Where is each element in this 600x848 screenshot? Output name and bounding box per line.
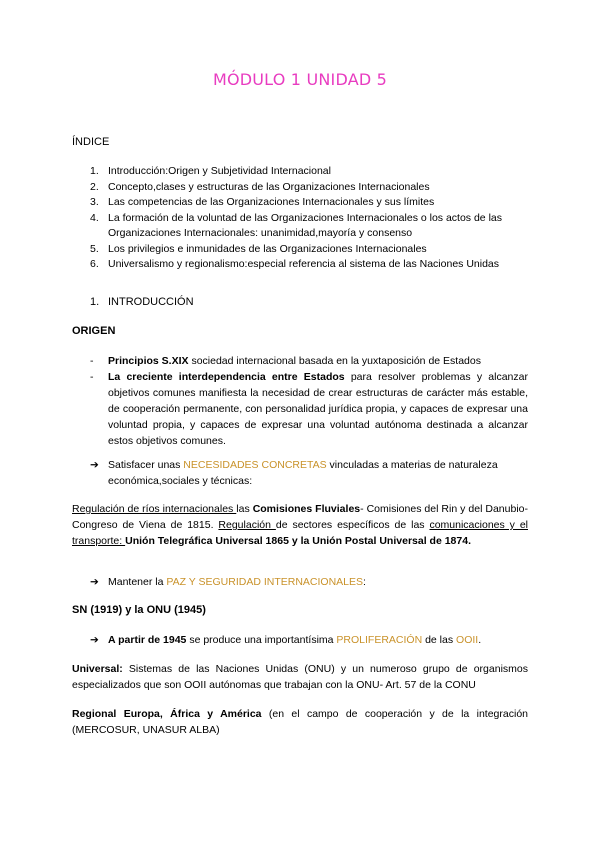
- subheading-sn-onu: SN (1919) y la ONU (1945): [72, 604, 206, 616]
- table-of-contents: [72, 164, 532, 273]
- toc-item: [72, 195, 532, 211]
- bold-text: La creciente interdependencia entre Estados: [108, 371, 345, 383]
- toc-number: 5.: [90, 242, 99, 255]
- paragraph-regulacion: [72, 501, 528, 549]
- paragraph-universal: [72, 661, 528, 693]
- arrow-point-paz: [90, 574, 528, 590]
- arrow-icon: ➔: [90, 459, 99, 471]
- index-heading: ÍNDICE: [72, 136, 110, 148]
- text: las: [236, 503, 253, 515]
- item-text: sociedad internacional basada en la yuxtaposición de Estados: [188, 355, 481, 367]
- subheading-origen: ORIGEN: [72, 325, 116, 337]
- toc-text: Introducción:Origen y Subjetividad Internacional: [108, 165, 331, 177]
- bold-text: Comisiones Fluviales: [252, 503, 361, 515]
- text: - Comisiones del Rin y del Danubio- Congreso de Viena de 1815.: [72, 503, 528, 531]
- highlight-text: PROLIFERACIÓN: [336, 634, 423, 646]
- list-item: [72, 369, 528, 449]
- document-title: MÓDULO 1 UNIDAD 5: [212, 70, 388, 89]
- text: Mantener la: [108, 576, 167, 588]
- toc-item: [72, 164, 532, 180]
- toc-item: [72, 242, 532, 258]
- list-item: [72, 353, 528, 369]
- bold-text: A partir de 1945: [108, 634, 187, 646]
- toc-text: Universalismo y regionalismo:especial referencia al sistema de las Naciones Unidas: [108, 258, 500, 270]
- toc-text: Los privilegios e inmunidades de las Organizaciones Internacionales: [108, 242, 427, 255]
- section-title: INTRODUCCIÓN: [108, 296, 194, 308]
- toc-number: 1.: [90, 165, 99, 177]
- toc-number: 2.: [90, 180, 99, 193]
- toc-number: 6.: [90, 258, 99, 270]
- toc-number: 3.: [90, 196, 99, 208]
- toc-text: Concepto,clases y estructuras de las Organizaciones Internacionales: [108, 180, 430, 193]
- text: de las: [422, 634, 457, 646]
- bold-text: Principios S.XIX: [108, 355, 189, 367]
- section-number: 1.: [90, 296, 100, 308]
- dash-bullet: -: [90, 371, 94, 383]
- item-text: para resolver problemas y alcanzar objetivos comunes manifiesta la necesidad de crear estructuras de carácter más estable, de cooperación permanente, con personalidad jurídica propia, y capaces de expresar una voluntad propia, y capaces de expresar una voluntad autónoma destinada a alcanzar estos objetivos comunes.: [108, 371, 528, 447]
- toc-item: [72, 180, 532, 196]
- text: de sectores específicos de las: [275, 519, 430, 531]
- text: Sistemas de las Naciones Unidas (ONU) y un numeroso grupo de organismos especializados que son OOII autónomas que trabajan con la ONU- Art. 57 de la CONU: [72, 663, 528, 691]
- toc-number: 4.: [90, 211, 99, 224]
- dash-bullet: -: [90, 355, 94, 367]
- text: (en el campo de cooperación y de la integración (MERCOSUR, UNASUR ALBA): [72, 708, 528, 736]
- bold-text: Regional Europa, África y América: [72, 708, 262, 720]
- arrow-point-proliferacion: [90, 632, 528, 648]
- paragraph-regional: [72, 706, 528, 738]
- toc-text: Las competencias de las Organizaciones Internacionales y sus límites: [108, 196, 435, 208]
- bold-text: Unión Telegráfica Universal 1865 y la Unión Postal Universal de 1874.: [125, 535, 471, 547]
- toc-text: La formación de la voluntad de las Organizaciones Internacionales o los actos de las Organizaciones Internacionales: unanimidad,mayoría y consenso: [108, 211, 502, 239]
- arrow-icon: ➔: [90, 576, 99, 588]
- bold-text: Universal:: [72, 663, 123, 675]
- text: vinculadas a materias de naturaleza: [326, 459, 498, 471]
- underlined-text: Regulación: [218, 519, 276, 531]
- toc-item: [72, 257, 532, 273]
- arrow-point-necesidades: [90, 457, 528, 489]
- text: .: [478, 634, 482, 646]
- text: se produce una importantísima: [186, 634, 337, 646]
- section-heading-introduccion: [72, 296, 194, 308]
- highlight-text: NECESIDADES CONCRETAS: [183, 459, 327, 471]
- text: :: [363, 576, 366, 588]
- underlined-text: Regulación de ríos internacionales: [72, 503, 237, 515]
- text: Satisfacer unas: [108, 459, 184, 471]
- toc-item: [72, 211, 532, 242]
- origin-list: [72, 353, 528, 449]
- text: económica,sociales y técnicas:: [108, 475, 253, 487]
- highlight-text: OOII: [456, 634, 479, 646]
- highlight-text: PAZ Y SEGURIDAD INTERNACIONALES: [166, 576, 364, 588]
- underlined-text: comunicaciones y el transporte:: [72, 519, 528, 547]
- arrow-icon: ➔: [90, 634, 99, 646]
